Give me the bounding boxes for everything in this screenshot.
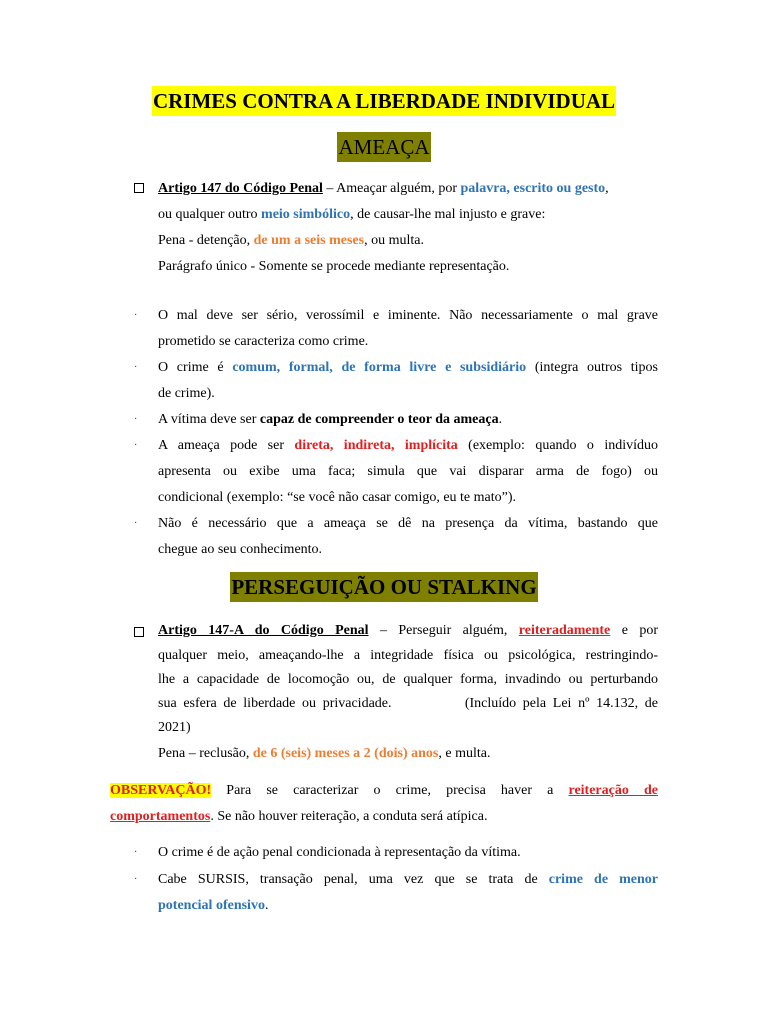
article-147a-line5: 2021) [158,720,191,735]
bold-text: capaz de compreender o teor da ameaça [259,412,499,427]
highlight-blue: crime de menor [548,872,658,887]
bullet-4 [158,433,658,511]
highlight-blue: meio simbólico [261,207,351,222]
bullet-2-line1 [158,355,658,381]
text: . [498,412,503,427]
bullet-7-line1 [158,867,658,893]
highlight-orange: de 6 (seis) meses a 2 (dois) anos [252,746,439,761]
article-147-line1 [158,176,658,202]
text: , ou multa. [364,233,424,248]
highlight-red-underlined: reiteradamente [518,623,611,638]
text: , e multa. [438,746,491,761]
text: (integra outros tipos [526,360,658,375]
bullet-icon: · [134,414,138,425]
article-ref: Artigo 147-A do Código Penal [158,623,369,638]
bullet-5 [158,511,658,563]
bullet-4-line3: condicional (exemplo: “se você não casar comigo, eu te mato”). [158,490,517,505]
text: Pena - detenção, [158,233,254,248]
text: A ameaça pode ser [158,438,295,453]
article-147a [158,618,658,644]
bullet-icon: · [134,362,138,373]
text: – Perseguir alguém, [368,623,519,638]
text: Para se caracterizar o crime, precisa haver a [211,783,569,798]
article-147a-line3: lhe a capacidade de locomoção ou, de qualquer forma, invadindo ou perturbando [158,672,658,687]
observation-line2 [110,804,658,830]
article-147a-line1 [158,618,658,644]
bullet-3 [158,407,658,433]
highlight-red: direta, indireta, implícita [294,438,458,453]
text: – Ameaçar alguém, por [322,181,461,196]
bullet-icon: · [134,310,138,321]
text: A vítima deve ser [158,412,260,427]
bullet-4-line1 [158,433,658,459]
bullet-1-line2: prometido se caracteriza como crime. [158,334,369,349]
bullet-4-line2: apresenta ou exibe uma faca; simula que vai disparar arma de fogo) ou [158,464,658,479]
highlight-orange: de um a seis meses [253,233,365,248]
bullet-icon: · [134,874,138,885]
bullet-icon: · [134,847,138,858]
text: , [605,181,609,196]
article-147-line3 [158,228,658,254]
page-title: CRIMES CONTRA A LIBERDADE INDIVIDUAL [152,86,616,116]
article-147a-line6 [158,740,658,768]
bullet-icon: · [134,518,138,529]
bullet-3-line1 [158,407,658,433]
bullet-7-line2 [158,893,658,919]
text: O crime é [158,360,233,375]
bullet-5-line1: Não é necessário que a ameaça se dê na presença da vítima, bastando que [158,516,658,531]
text: Pena – reclusão, [158,746,253,761]
text: ou qualquer outro [158,207,262,222]
observation [110,778,658,830]
bullet-7 [158,867,658,919]
text: e por [610,623,658,638]
section-heading-stalking: PERSEGUIÇÃO OU STALKING [230,572,537,602]
text: , de causar-lhe mal injusto e grave: [350,207,546,222]
text: Cabe SURSIS, transação penal, uma vez que se trata de [158,872,549,887]
section1-heading-wrap [0,132,768,162]
article-147-line4: Parágrafo único - Somente se procede mediante representação. [158,259,510,274]
section2-heading-wrap [0,572,768,602]
text: . Se não houver reiteração, a conduta será atípica. [210,809,488,824]
checkbox-bullet-icon [134,183,144,193]
bullet-2-line2: de crime). [158,386,215,401]
article-147 [158,176,658,280]
bullet-2 [158,355,658,407]
highlight-blue: palavra, escrito ou gesto [460,181,606,196]
observation-label: OBSERVAÇÃO! [110,783,212,798]
bullet-icon: · [134,440,138,451]
text: (exemplo: quando o indivíduo [457,438,658,453]
bullet-6-line1: O crime é de ação penal condicionada à representação da vítima. [158,845,521,860]
highlight-red-underlined: reiteração de [568,783,658,798]
article-147a-line4: sua esfera de liberdade ou privacidade. (Incluído pela Lei nº 14.132, de [158,696,658,711]
bullet-5-line2: chegue ao seu conhecimento. [158,542,323,557]
text: . [264,898,269,913]
bullet-1 [158,303,658,355]
article-147-line2 [158,202,658,228]
section-heading-ameaca: AMEAÇA [337,132,430,162]
highlight-blue: potencial ofensivo [158,898,265,913]
checkbox-bullet-icon [134,627,144,637]
highlight-red-underlined: comportamentos [110,809,211,824]
bullet-6 [158,840,658,866]
article-147a-body [158,644,658,768]
highlight-blue: comum, formal, de forma livre e subsidiário [232,360,527,375]
title-wrap [0,86,768,116]
bullet-1-line1: O mal deve ser sério, verossímil e iminente. Não necessariamente o mal grave [158,308,658,323]
observation-line1 [110,778,658,804]
article-147a-line2: qualquer meio, ameaçando-lhe a integridade física ou psicológica, restringindo- [158,648,658,663]
article-ref: Artigo 147 do Código Penal [158,181,323,196]
